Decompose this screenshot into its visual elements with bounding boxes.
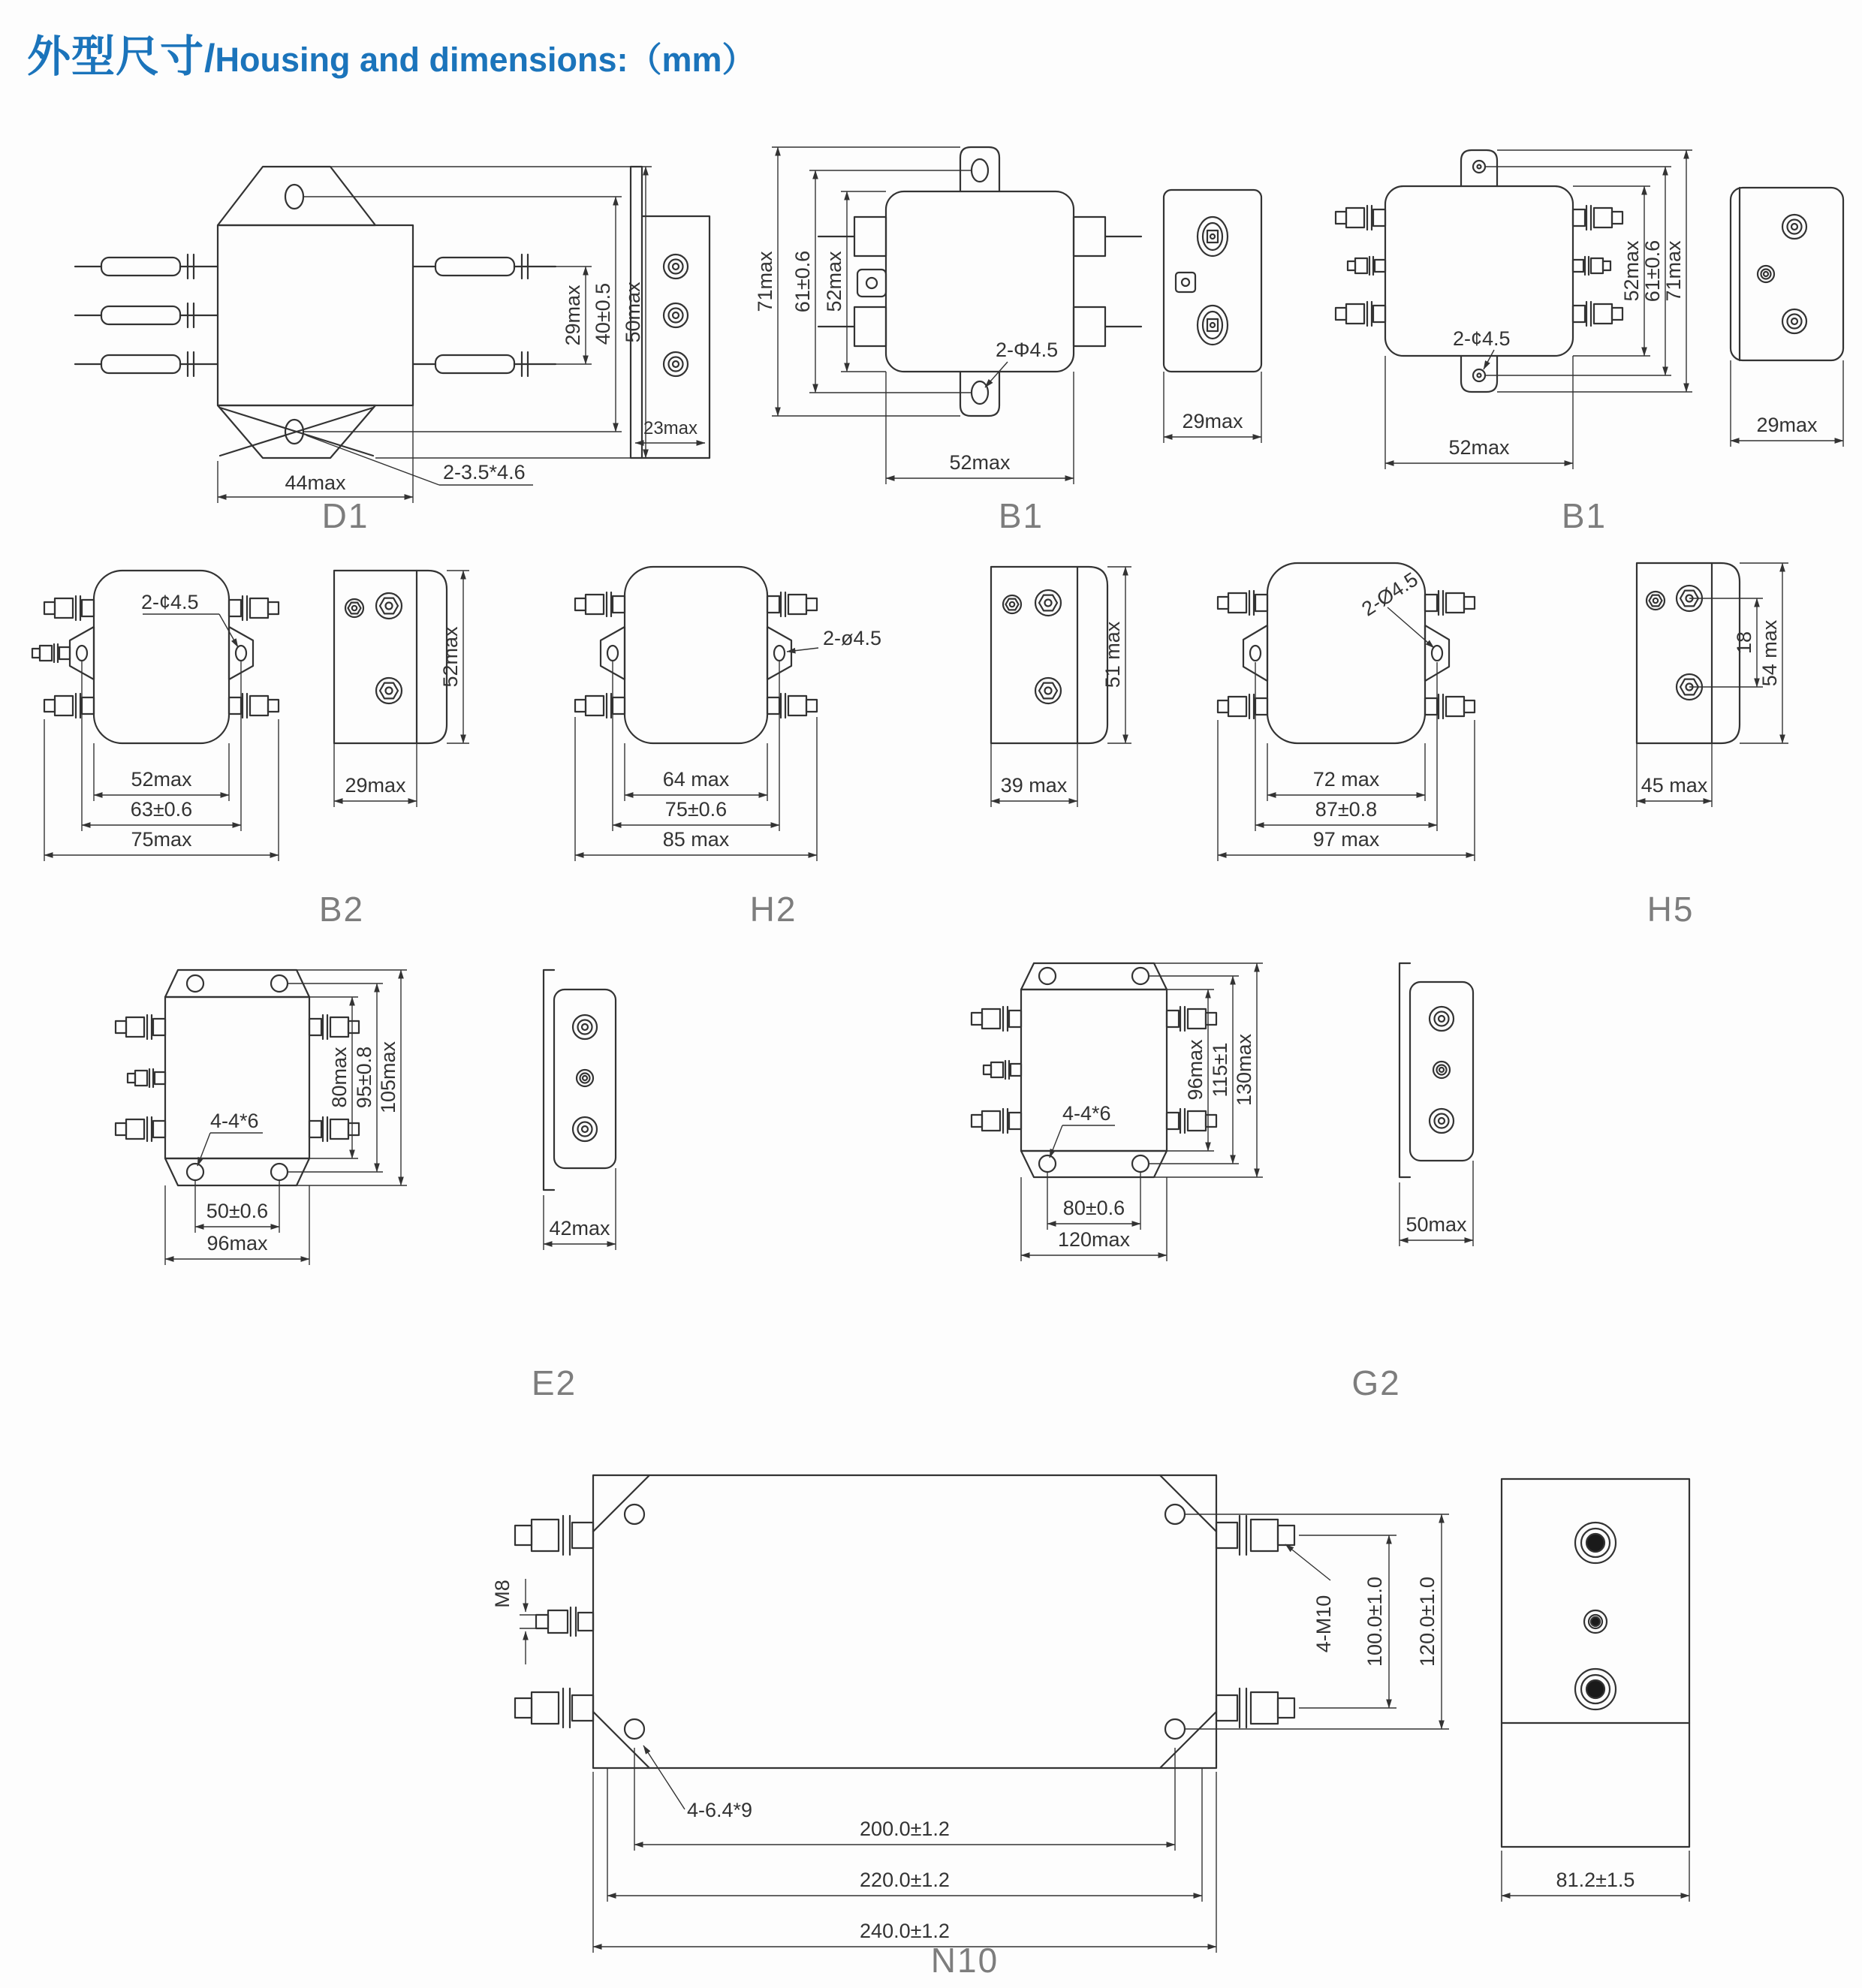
n10-dim-w1-label: 200.0±1.2 — [860, 1818, 950, 1840]
h2-side-height-label: 51 max — [1101, 621, 1124, 688]
b1a-hole-callout: 2-Φ4.5 — [996, 339, 1059, 361]
b1a-dim-v3-label: 52max — [823, 251, 845, 312]
b2-dimension-lines — [44, 614, 279, 861]
b2-dim-w2-label: 63±0.6 — [130, 798, 193, 821]
h2-part-label: H2 — [749, 890, 797, 929]
d1-side-width-label: 23max — [643, 418, 698, 438]
b1a-dim-width-label: 52max — [949, 451, 1011, 474]
n10-dim-w3-label: 240.0±1.2 — [860, 1920, 950, 1942]
h2-dim-w2-label: 75±0.6 — [664, 798, 728, 821]
h5-drawing — [1216, 537, 1832, 931]
d1-front-view — [75, 167, 556, 458]
e2-dimension-lines — [165, 970, 407, 1265]
d1-dim-v2-label: 40±0.5 — [592, 282, 614, 345]
g2-drawing — [969, 946, 1509, 1434]
h5-part-label: H5 — [1647, 890, 1695, 929]
h5-side-pitch-label: 18 — [1733, 631, 1755, 655]
title-separator: / — [204, 37, 215, 80]
g2-dim-v1-label: 96max — [1184, 1039, 1207, 1101]
h5-dim-w2-label: 87±0.8 — [1315, 798, 1378, 821]
b1b-side-view — [1731, 188, 1843, 360]
d1-dim-v1-label: 29max — [562, 285, 584, 346]
b2-side-width-label: 29max — [345, 774, 406, 797]
d1-dim-v3-label: 50max — [622, 282, 644, 343]
g2-front-view — [972, 963, 1216, 1177]
h5-dim-w1-label: 72 max — [1312, 768, 1380, 791]
g2-dim-w1-label: 80±0.6 — [1062, 1197, 1125, 1219]
g2-side-width-label: 50max — [1406, 1213, 1467, 1236]
n10-front-view — [515, 1475, 1294, 1768]
b2-part-label: B2 — [318, 890, 365, 929]
b1a-dim-v1-label: 71max — [754, 251, 776, 312]
e2-hole-callout: 4-4*6 — [210, 1110, 259, 1132]
h2-hole-callout: 2-ø4.5 — [823, 627, 882, 649]
g2-hole-callout: 4-4*6 — [1062, 1102, 1111, 1125]
b1a-part-label: B1 — [998, 496, 1044, 535]
n10-part-label: N10 — [930, 1941, 999, 1980]
b1a-side-view — [1164, 190, 1261, 372]
g2-part-label: G2 — [1351, 1363, 1401, 1402]
e2-drawing — [113, 946, 653, 1434]
n10-side-width-label: 81.2±1.5 — [1556, 1869, 1635, 1891]
n10-drawing — [420, 1430, 1697, 1982]
n10-hole-callout: 4-6.4*9 — [687, 1799, 753, 1821]
b1b-part-label: B1 — [1561, 496, 1607, 535]
b1b-dimension-lines — [1385, 150, 1692, 469]
h2-dim-w1-label: 64 max — [662, 768, 730, 791]
e2-side-width-label: 42max — [549, 1217, 610, 1239]
e2-front-view — [116, 970, 359, 1185]
b1b-dim-width-label: 52max — [1448, 436, 1510, 459]
n10-thread-right-callout: 4-M10 — [1312, 1595, 1335, 1653]
h2-side-view — [991, 567, 1107, 743]
title-chinese: 外型尺寸 — [27, 32, 205, 81]
n10-side-view — [1502, 1479, 1689, 1847]
b2-side-view — [334, 571, 447, 743]
h5-dim-w3-label: 97 max — [1312, 828, 1380, 851]
b2-drawing — [30, 537, 511, 931]
g2-dim-w2-label: 120max — [1057, 1228, 1131, 1251]
b1b-dim-v2-label: 61±0.6 — [1641, 239, 1664, 303]
e2-dim-v1-label: 80max — [328, 1047, 351, 1108]
b1a-front-view — [818, 147, 1141, 416]
n10-dim-w2-label: 220.0±1.2 — [860, 1869, 950, 1891]
e2-dim-w1-label: 50±0.6 — [206, 1200, 269, 1222]
d1-dim-width-label: 44max — [285, 471, 346, 494]
g2-dimension-lines — [1021, 963, 1263, 1261]
h2-front-view — [575, 567, 817, 743]
b1b-hole-callout: 2-¢4.5 — [1453, 327, 1511, 350]
h2-side-width-label: 39 max — [1000, 774, 1068, 797]
d1-part-label: D1 — [321, 496, 369, 535]
page-title — [27, 21, 756, 84]
b1a-dimension-lines — [772, 147, 1074, 484]
e2-side-view — [544, 970, 616, 1190]
d1-drawing — [30, 128, 736, 537]
e2-part-label: E2 — [531, 1363, 577, 1402]
e2-dim-w2-label: 96max — [206, 1232, 268, 1255]
n10-thread-left-callout: M8 — [491, 1580, 514, 1608]
n10-dimension-lines — [520, 1514, 1449, 1953]
e2-dim-v2-label: 95±0.8 — [353, 1046, 375, 1109]
b1a-dim-v2-label: 61±0.6 — [791, 250, 814, 313]
h2-dim-w3-label: 85 max — [662, 828, 730, 851]
b1a-side-width-label: 29max — [1182, 410, 1243, 432]
n10-dim-v1-label: 100.0±1.0 — [1363, 1577, 1386, 1667]
b2-dim-w1-label: 52max — [131, 768, 192, 791]
h5-side-width-label: 45 max — [1641, 774, 1708, 797]
b1b-side-width-label: 29max — [1756, 414, 1818, 436]
g2-side-view — [1400, 963, 1473, 1177]
b1b-dim-v3-label: 71max — [1662, 240, 1685, 302]
n10-dim-v2-label: 120.0±1.0 — [1416, 1577, 1439, 1667]
title-english: Housing and dimensions:（mm） — [215, 41, 756, 79]
h5-hole-callout: 2-Ø4.5 — [1357, 568, 1422, 621]
b1a-drawing — [743, 128, 1299, 537]
b2-side-height-label: 52max — [439, 626, 462, 688]
h5-side-height-label: 54 max — [1758, 619, 1781, 687]
g2-dim-v3-label: 130max — [1233, 1033, 1255, 1107]
b1b-drawing — [1314, 128, 1862, 537]
b2-hole-callout: 2-¢4.5 — [141, 591, 199, 613]
b1b-dim-v1-label: 52max — [1620, 240, 1643, 302]
h5-front-view — [1218, 563, 1475, 743]
d1-hole-callout: 2-3.5*4.6 — [443, 461, 526, 483]
h5-side-view — [1637, 563, 1740, 743]
g2-dim-v2-label: 115±1 — [1209, 1042, 1231, 1098]
h2-drawing — [571, 537, 1164, 931]
b2-dim-w3-label: 75max — [131, 828, 192, 851]
e2-dim-v3-label: 105max — [377, 1041, 399, 1114]
d1-dimension-lines — [218, 167, 652, 503]
